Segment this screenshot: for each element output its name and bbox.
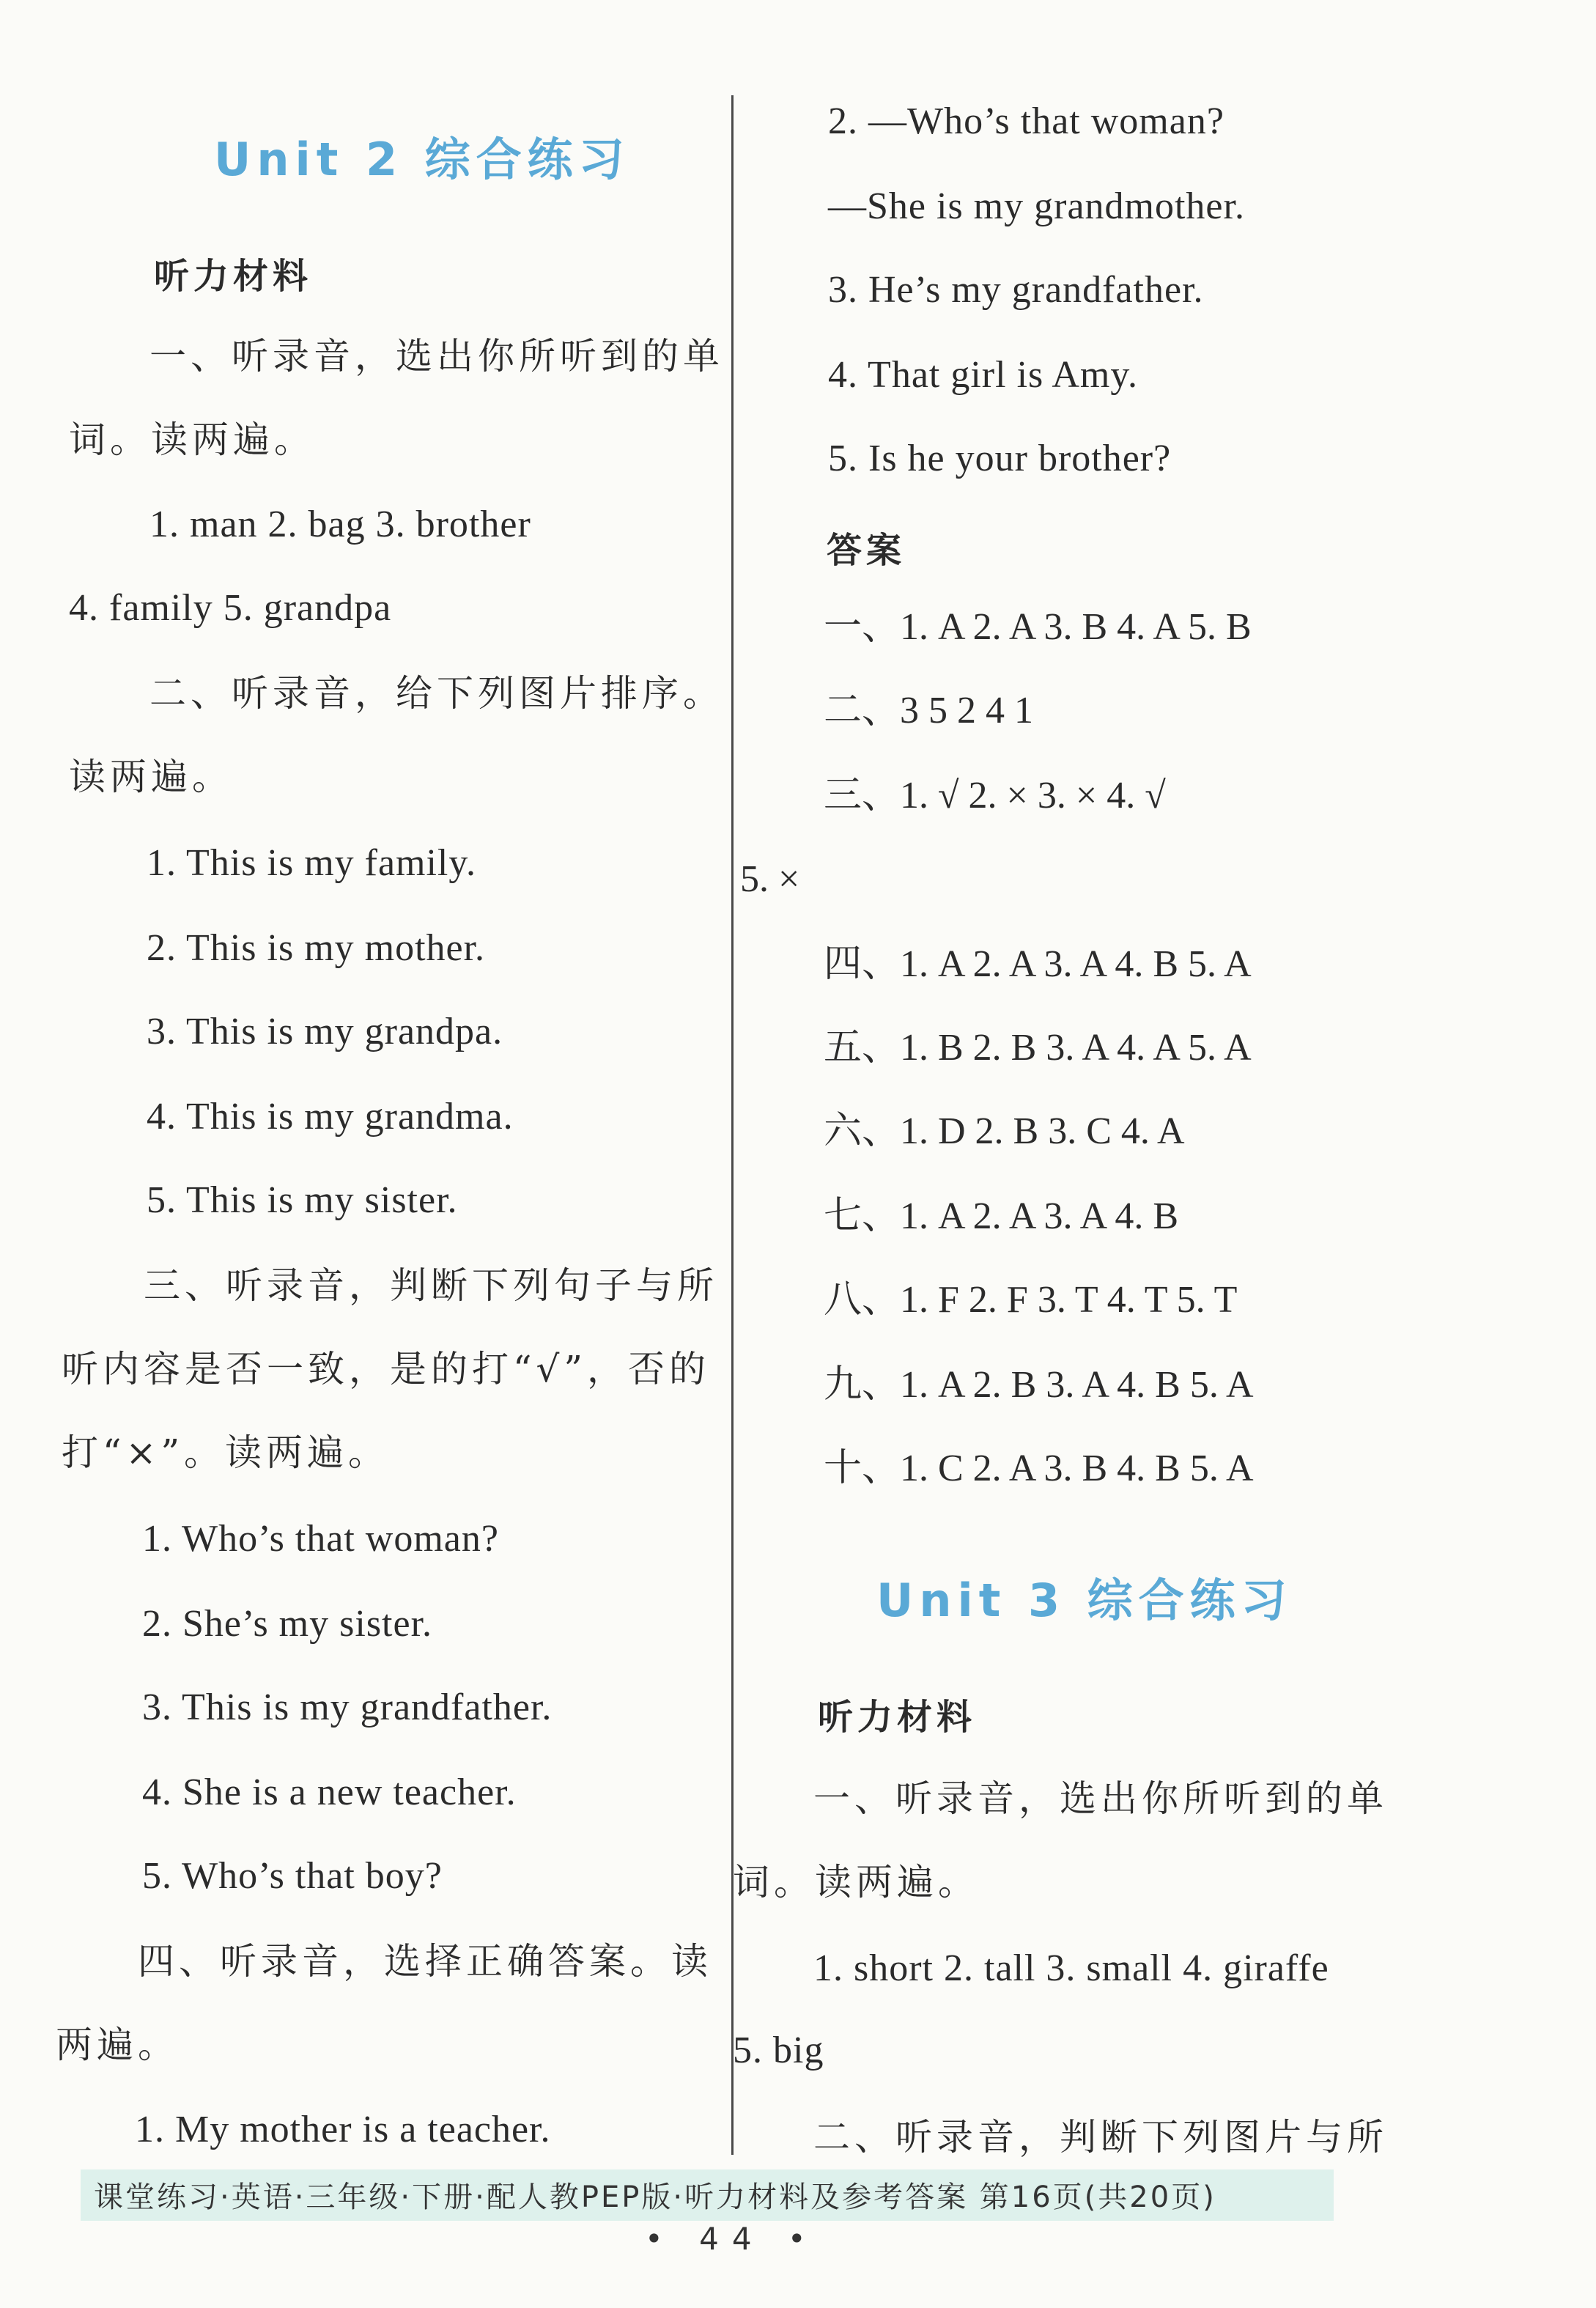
listening-heading: 听力材料 — [154, 256, 313, 297]
s3-item: 5. Who’s that boy? — [142, 1855, 443, 1897]
s2-item: 2. This is my mother. — [147, 927, 486, 969]
page-number: • 44 • — [645, 2221, 819, 2257]
u3-s2-instruction-line1: 二、听录音，判断下列图片与所 — [813, 2116, 1388, 2158]
s3-item: 4. She is a new teacher. — [142, 1771, 517, 1813]
s3-item: 1. Who’s that woman? — [142, 1518, 499, 1560]
answer-row: 三、1. √ 2. × 3. × 4. √ — [824, 775, 1166, 816]
answer-row: 五、1. B 2. B 3. A 4. A 5. A — [824, 1027, 1252, 1069]
u3-s1-instruction-line2: 词。读两遍。 — [733, 1861, 979, 1903]
s2-item: 4. This is my grandma. — [147, 1096, 514, 1138]
s2-item: 3. This is my grandpa. — [147, 1011, 503, 1052]
unit3-title: Unit 3 综合练习 — [876, 1574, 1293, 1627]
column-divider — [731, 95, 734, 2155]
s4-item: 2. —Who’s that woman? — [828, 100, 1224, 142]
answers-heading: 答案 — [827, 530, 906, 571]
s2-instruction-line1: 二、听录音，给下列图片排序。 — [149, 672, 724, 715]
answer-row: 九、1. A 2. B 3. A 4. B 5. A — [824, 1364, 1254, 1406]
s4-item: 3. He’s my grandfather. — [828, 269, 1204, 311]
unit2-title: Unit 2 综合练习 — [214, 133, 630, 186]
answer-row: 八、1. F 2. F 3. T 4. T 5. T — [824, 1279, 1238, 1321]
s1-instruction-line2: 词。读两遍。 — [69, 419, 315, 461]
s4-instruction-line2: 两遍。 — [56, 2024, 179, 2066]
u3-words-row2: 5. big — [733, 2029, 824, 2071]
answer-row: 四、1. A 2. A 3. A 4. B 5. A — [824, 943, 1252, 985]
s4-item: —She is my grandmother. — [828, 185, 1245, 227]
s3-instruction-line2: 听内容是否一致，是的打“√”，否的 — [62, 1348, 710, 1390]
listening-heading: 听力材料 — [818, 1697, 977, 1738]
u3-words-row1: 1. short 2. tall 3. small 4. giraffe — [813, 1947, 1329, 1989]
footer-text: 课堂练习·英语·三年级·下册·配人教PEP版·听力材料及参考答案 第16页(共20页) — [94, 2180, 1216, 2214]
answer-row: 5. × — [740, 858, 800, 900]
answer-row: 十、1. C 2. A 3. B 4. B 5. A — [824, 1448, 1254, 1489]
s4-item: 4. That girl is Amy. — [828, 354, 1138, 396]
s3-instruction-line3: 打“×”。读两遍。 — [62, 1431, 390, 1474]
s3-instruction-line1: 三、听录音，判断下列句子与所 — [144, 1264, 718, 1307]
s2-instruction-line2: 读两遍。 — [69, 756, 233, 798]
s3-item: 3. This is my grandfather. — [142, 1686, 553, 1728]
u3-s1-instruction-line1: 一、听录音，选出你所听到的单 — [813, 1777, 1388, 1820]
answer-row: 七、1. A 2. A 3. A 4. B — [824, 1195, 1178, 1237]
s4-item: 1. My mother is a teacher. — [135, 2109, 551, 2150]
s1-words-row2: 4. family 5. grandpa — [69, 587, 392, 629]
s4-item: 5. Is he your brother? — [828, 438, 1172, 479]
answer-row: 二、3 5 2 4 1 — [824, 690, 1034, 731]
s1-instruction-line1: 一、听录音，选出你所听到的单 — [149, 335, 724, 377]
s1-words-row1: 1. man 2. bag 3. brother — [149, 504, 531, 545]
s4-instruction-line1: 四、听录音，选择正确答案。读 — [138, 1940, 712, 1983]
s3-item: 2. She’s my sister. — [142, 1603, 433, 1645]
answer-row: 一、1. A 2. A 3. B 4. A 5. B — [824, 606, 1252, 648]
s2-item: 5. This is my sister. — [147, 1179, 458, 1221]
answer-row: 六、1. D 2. B 3. C 4. A — [824, 1110, 1185, 1152]
s2-item: 1. This is my family. — [147, 842, 476, 884]
